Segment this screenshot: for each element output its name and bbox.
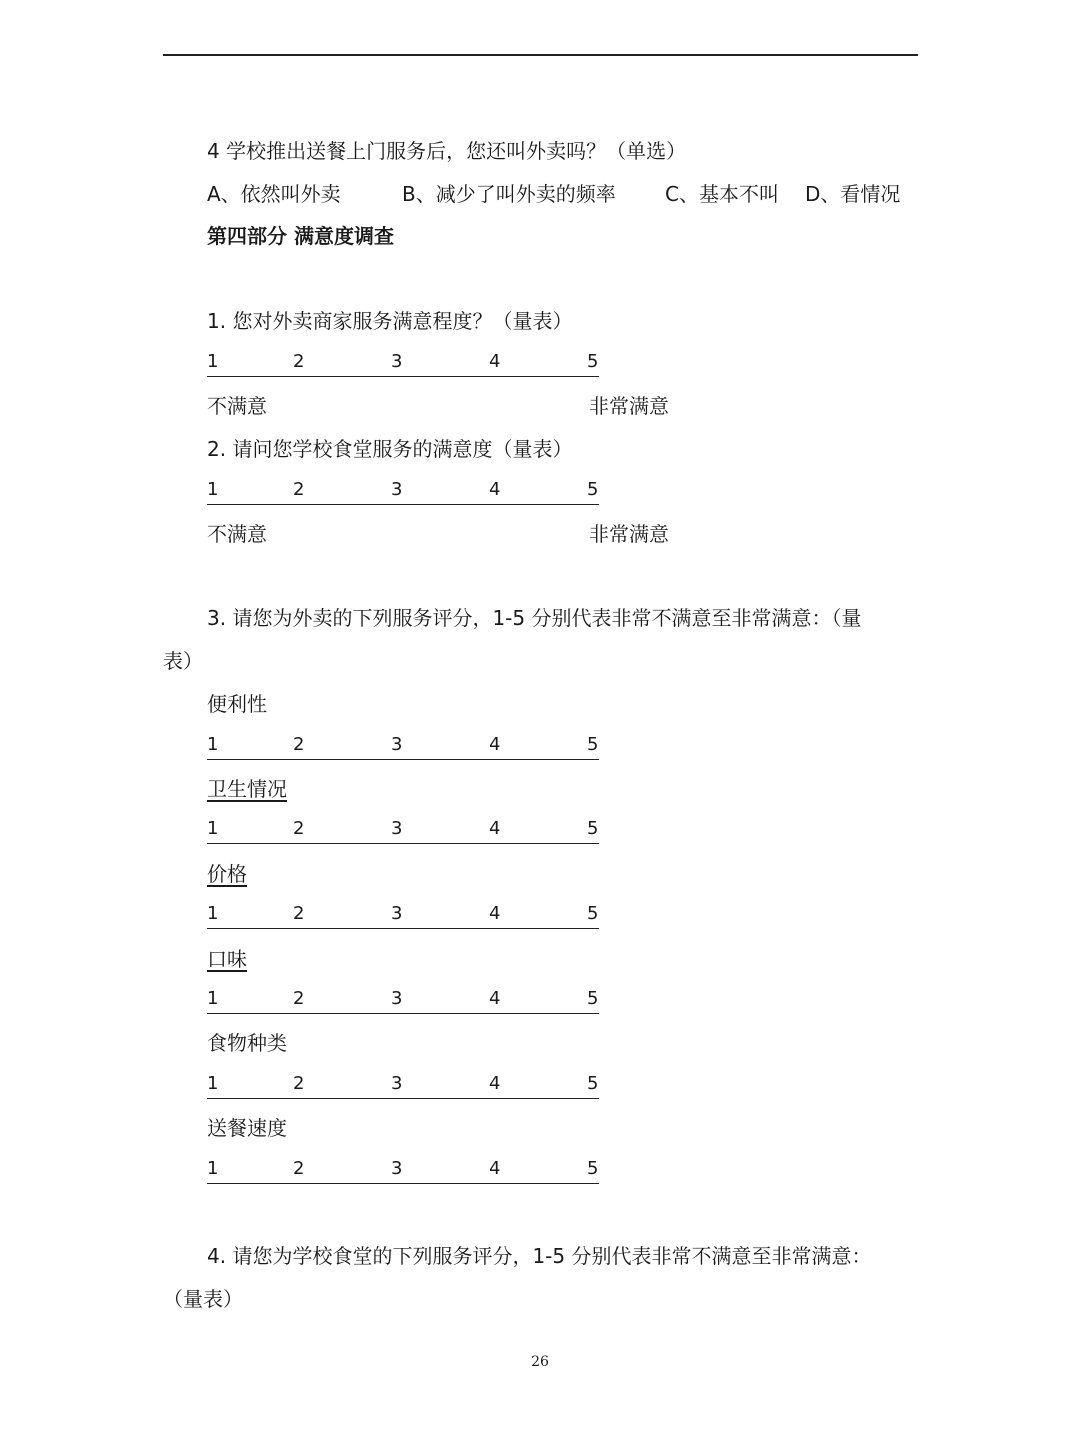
page-number: 26: [531, 1354, 549, 1370]
scale-number: 3: [391, 1073, 403, 1094]
scale-number: 2: [293, 1158, 305, 1179]
scale-number: 1: [207, 988, 219, 1009]
scale-low-label: 不满意: [207, 522, 267, 546]
sat-question-1-text: 1. 您对外卖商家服务满意程度？（量表）: [207, 309, 573, 333]
rating-item-label: 送餐速度: [207, 1116, 287, 1140]
scale-number: 3: [391, 351, 403, 372]
scale-number: 2: [293, 1073, 305, 1094]
scale-number: 1: [207, 903, 219, 924]
section-title: 第四部分 满意度调查: [207, 224, 394, 248]
scale-number: 1: [207, 1073, 219, 1094]
scale-number: 5: [587, 818, 599, 839]
scale-number: 3: [391, 479, 403, 500]
rating-scale-q2: [207, 478, 599, 505]
scale-number: 4: [489, 1158, 501, 1179]
scale-number: 5: [587, 1158, 599, 1179]
scale-number: 4: [489, 988, 501, 1009]
scale-number: 5: [587, 734, 599, 755]
scale-number: 4: [489, 351, 501, 372]
option-c: C、基本不叫: [665, 182, 779, 206]
option-b: B、减少了叫外卖的频率: [402, 182, 616, 206]
option-d: D、看情况: [805, 182, 901, 206]
option-a: A、依然叫外卖: [207, 182, 341, 206]
rating-scale-q1: [207, 350, 599, 377]
scale-number: 2: [293, 988, 305, 1009]
rating-item-label: 便利性: [207, 692, 267, 716]
sat-question-4-text: 4. 请您为学校食堂的下列服务评分，1-5 分别代表非常不满意至非常满意：: [207, 1244, 872, 1268]
scale-number: 5: [587, 351, 599, 372]
sat-question-3-text: 3. 请您为外卖的下列服务评分，1-5 分别代表非常不满意至非常满意：（量: [207, 606, 862, 630]
scale-number: 4: [489, 818, 501, 839]
sat-question-2-text: 2. 请问您学校食堂服务的满意度（量表）: [207, 437, 573, 461]
header-rule: [163, 54, 918, 56]
rating-item-label: 价格: [207, 862, 247, 886]
scale-number: 5: [587, 903, 599, 924]
scale-number: 3: [391, 988, 403, 1009]
rating-scale-delivery-speed: [207, 1157, 599, 1184]
scale-number: 1: [207, 818, 219, 839]
rating-item-label: 卫生情况: [207, 777, 287, 801]
scale-number: 2: [293, 479, 305, 500]
scale-number: 2: [293, 818, 305, 839]
scale-high-label: 非常满意: [589, 522, 669, 546]
scale-number: 1: [207, 734, 219, 755]
sat-question-4-text-cont: （量表）: [163, 1287, 243, 1311]
scale-number: 4: [489, 479, 501, 500]
scale-number: 5: [587, 479, 599, 500]
scale-number: 2: [293, 903, 305, 924]
rating-scale-price: [207, 902, 599, 929]
scale-number: 4: [489, 734, 501, 755]
rating-scale-convenience: [207, 733, 599, 760]
scale-number: 3: [391, 734, 403, 755]
scale-number: 1: [207, 479, 219, 500]
scale-number: 1: [207, 1158, 219, 1179]
scale-number: 2: [293, 351, 305, 372]
rating-scale-hygiene: [207, 817, 599, 844]
rating-scale-food-variety: [207, 1072, 599, 1099]
scale-number: 5: [587, 988, 599, 1009]
scale-number: 2: [293, 734, 305, 755]
rating-scale-taste: [207, 987, 599, 1014]
scale-number: 3: [391, 903, 403, 924]
scale-number: 3: [391, 1158, 403, 1179]
question-4-text: 4 学校推出送餐上门服务后，您还叫外卖吗？（单选）: [207, 139, 687, 163]
scale-number: 4: [489, 903, 501, 924]
scale-low-label: 不满意: [207, 394, 267, 418]
scale-number: 3: [391, 818, 403, 839]
scale-number: 5: [587, 1073, 599, 1094]
scale-high-label: 非常满意: [589, 394, 669, 418]
scale-number: 1: [207, 351, 219, 372]
scale-number: 4: [489, 1073, 501, 1094]
rating-item-label: 口味: [207, 947, 247, 971]
sat-question-3-text-cont: 表）: [163, 649, 203, 673]
rating-item-label: 食物种类: [207, 1031, 287, 1055]
